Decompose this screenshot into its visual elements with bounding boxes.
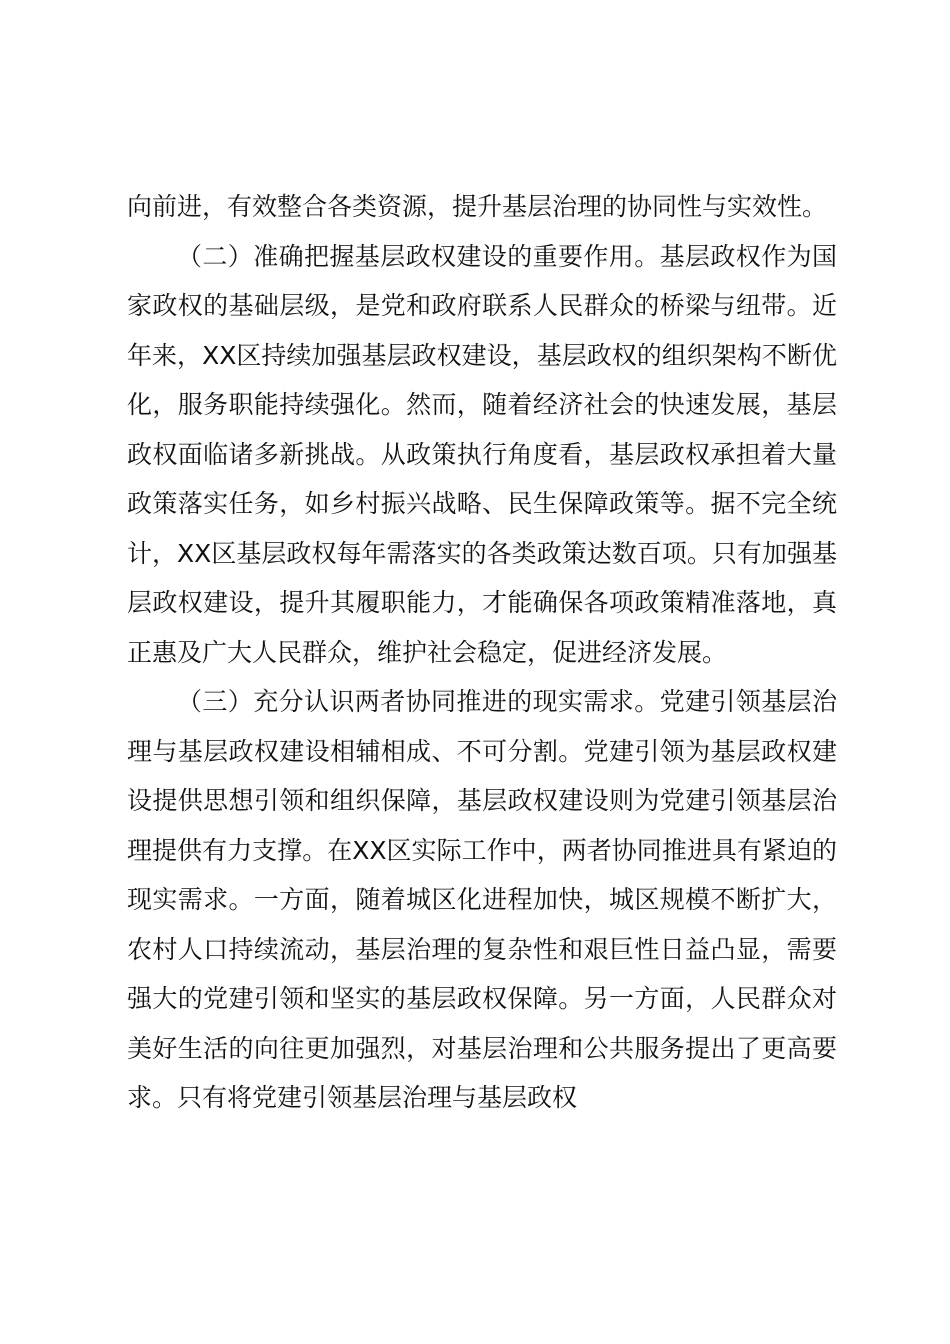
paragraph-continuation: 向前进，有效整合各类资源，提升基层治理的协同性与实效性。 [127, 192, 828, 221]
paragraph-section-3: （三）充分认识两者协同推进的现实需求。党建引领基层治理与基层政权建设相辅相成、不可分割。党建引领为基层政权建设提供思想引领和组织保障，基层政权建设则为党建引领基层治理提供有力支撑。在XX区实际工作中，两者协同推进具有紧迫的现实需求。一方面，随着城区化进程加快，城区规模不断扩大，农村人口持续流动，基层治理的复杂性和艰巨性日益凸显，需要强大的党建引领和坚实的基层政权保障。另一方面，人民群众对美好生活的向往更加强烈，对基层治理和公共服务提出了更高要求。只有将党建引领基层治理与基层政权 [127, 687, 837, 1112]
paragraph-section-2: （二）准确把握基层政权建设的重要作用。基层政权作为国家政权的基础层级，是党和政府联系人民群众的桥梁与纽带。近年来，XX区持续加强基层政权建设，基层政权的组织架构不断优化，服务职能持续强化。然而，随着经济社会的快速发展，基层政权面临诸多新挑战。从政策执行角度看，基层政权承担着大量政策落实任务，如乡村振兴战略、民生保障政策等。据不完全统计，XX区基层政权每年需落实的各类政策达数百项。只有加强基层政权建设，提升其履职能力，才能确保各项政策精准落地，真正惠及广大人民群众，维护社会稳定，促进经济发展。 [127, 241, 837, 667]
document-body [127, 182, 837, 1123]
